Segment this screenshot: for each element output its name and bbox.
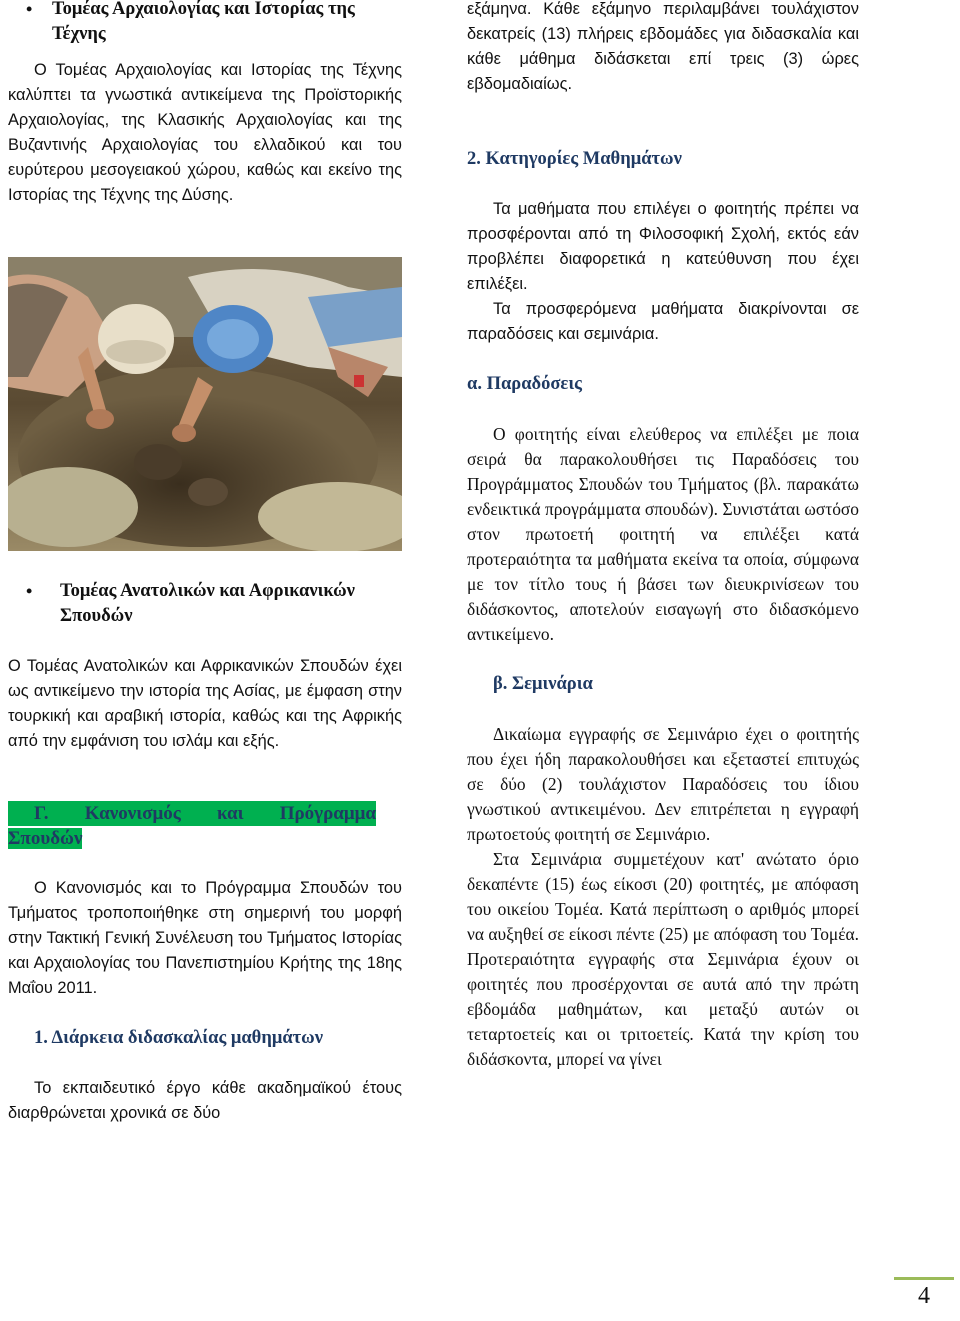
- subsection-title: α. Παραδόσεις: [467, 374, 582, 394]
- left-column-lower: [8, 579, 402, 1126]
- excavation-photo: [8, 257, 402, 551]
- highlighted-title: Γ. Κανονισμός και Πρόγραμμα: [8, 801, 376, 826]
- paragraph: Δικαίωμα εγγραφής σε Σεμινάριο έχει ο φοιτητής που έχει ήδη παρακολουθήσει και εξεταστεί επιτυχώς σε δύο (2) τουλάχιστον Παραδόσεις του ίδιου γνωστικού αντικειμένου. Δεν επιτρέπεται η εγγραφή πρωτοετούς φοιτητή σε Σεμινάριο.: [467, 724, 859, 844]
- paragraph: Τα μαθήματα που επιλέγει ο φοιτητής πρέπει να προσφέρονται από τη Φιλοσοφική Σχολή, εκτός εάν προβλέπει διαφορετικά η κατεύθυνση που έχει επιλέξει.: [467, 200, 859, 293]
- section-title: Τομέας Ανατολικών και Αφρικανικών Σπουδών: [60, 581, 355, 626]
- paragraph: Ο Τομέας Αρχαιολογίας και Ιστορίας της Τέχνης καλύπτει τα γνωστικά αντικείμενα της Προϊστορικής Αρχαιολογίας, της Κλασικής Αρχαιολογίας και της Βυζαντινής Αρχαιολογίας του ελλαδικού και του ευρύτερου μεσογειακού χώρου, καθώς και εκείνο της Ιστορίας της Τέχνης της Δύσης.: [8, 61, 402, 204]
- photo-illustration: [8, 257, 402, 551]
- section-heading-archaeology: [8, 0, 402, 47]
- chapter-title-line1: [8, 801, 402, 826]
- paragraph: Στα Σεμινάρια συμμετέχουν κατ' ανώτατο όριο δεκαπέντε (15) έως είκοσι (20) φοιτητές, με απόφαση του οικείου Τομέα. Κατά περίπτωση ο αριθμός μπορεί να αυξηθεί σε είκοσι πέντε (25) με απόφαση του Τομέα. Προτεραιότητα εγγραφής στα Σεμινάρια έχουν οι φοιτητές που προσέρχονται σε αυτά από την πρώτη εβδομάδα μαθημάτων, και μεταξύ αυτών οι τεταρτοετείς και οι τριτοετείς. Κατά την κρίση του διδάσκοντα, μπορεί να γίνει: [467, 849, 859, 1069]
- page-number-box: [894, 1277, 954, 1317]
- paragraph: εξάμηνα. Κάθε εξάμηνο περιλαμβάνει τουλάχιστον δεκατρείς (13) πλήρεις εβδομάδες για διδασκαλία και κάθε μάθημα διδάσκεται επί τρεις (3) ώρες εβδομαδιαίως.: [467, 0, 859, 93]
- right-column: [467, 0, 859, 1072]
- left-column: [8, 0, 402, 208]
- paragraph: Τα προσφερόμενα μαθήματα διακρίνονται σε παραδόσεις και σεμινάρια.: [467, 300, 859, 343]
- subsection-title: 1. Διάρκεια διδασκαλίας μαθημάτων: [34, 1028, 323, 1048]
- page-number: 4: [918, 1283, 930, 1309]
- bullet-icon: •: [26, 581, 33, 601]
- highlighted-title: Σπουδών: [8, 828, 83, 849]
- subsection-title: β. Σεμινάρια: [493, 674, 593, 694]
- paragraph: Το εκπαιδευτικό έργο κάθε ακαδημαϊκού έτους διαρθρώνεται χρονικά σε δύο: [8, 1079, 402, 1122]
- chapter-title-line2: [8, 826, 402, 851]
- paragraph: Ο Τομέας Ανατολικών και Αφρικανικών Σπουδών έχει ως αντικείμενο την ιστορία της Ασίας, με έμφαση στην τουρκική και αραβική ιστορία, καθώς και της Αφρικής από την εμφάνιση του ισλάμ και εξής.: [8, 657, 402, 750]
- bullet-icon: •: [26, 0, 33, 19]
- paragraph: Ο φοιτητής είναι ελεύθερος να επιλέξει με ποια σειρά θα παρακολουθήσει τις Παραδόσεις του Προγράμματος Σπουδών του Τμήματος (βλ. παρακάτω ενδεικτικά προγράμματα σπουδών). Συνιστάται ωστόσο στον πρωτοετή φοιτητή να επιλέξει κατά προτεραιότητα τα μαθήματα εκείνα τα οποία, σύμφωνα με τον τίτλο τους ή βάσει των διευκρινίσεων του διδάσκοντος, αποτελούν εισαγωγή στο διδασκόμενο αντικείμενο.: [467, 424, 859, 644]
- paragraph: Ο Κανονισμός και το Πρόγραμμα Σπουδών του Τμήματος τροποποιήθηκε στη σημερινή του μορφή στην Τακτική Γενική Συνέλευση του Τμήματος Ιστορίας και Αρχαιολογίας του Πανεπιστημίου Κρήτης της 18ης Μαΐου 2011.: [8, 879, 402, 997]
- page-number-rule: [894, 1277, 954, 1280]
- chapter-heading: [8, 801, 402, 851]
- section-heading-oriental: [8, 579, 402, 629]
- section-title: Τομέας Αρχαιολογίας και Ιστορίας της Τέχνης: [52, 0, 355, 44]
- subsection-title: 2. Κατηγορίες Μαθημάτων: [467, 149, 682, 169]
